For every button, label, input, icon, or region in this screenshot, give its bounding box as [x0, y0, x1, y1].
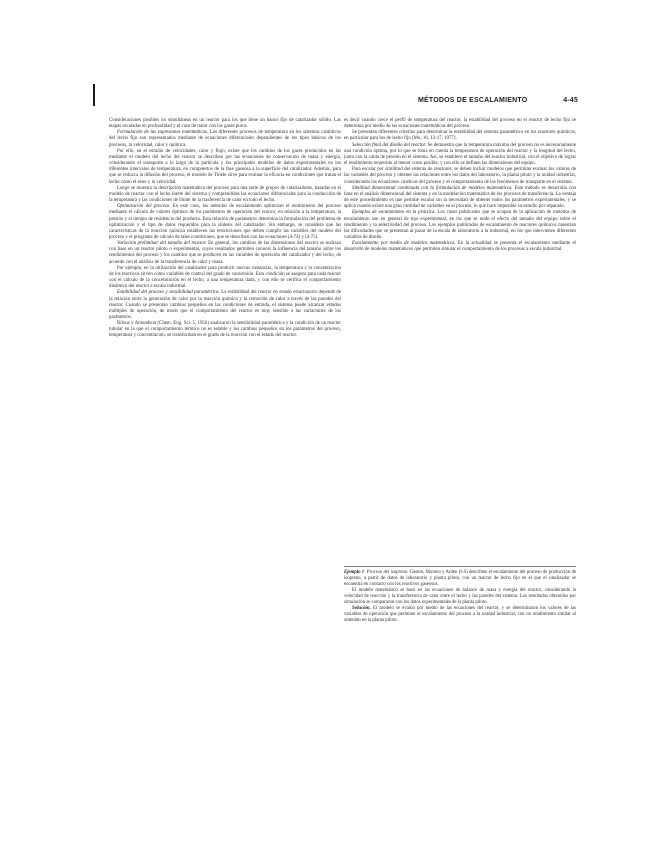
example-box [344, 566, 576, 624]
example-title: Proceso del isopreno. [366, 570, 409, 575]
paragraph [109, 290, 341, 321]
section-lead: Optimización del proceso. [117, 204, 173, 210]
paragraph [344, 118, 576, 130]
paragraph-text: es decir cuando crece el perfil de temperatura del reactor, la estabilidad del proceso en el reactor de lecho fijo se determina por medio de las ecuaciones matemáticas del proceso. [344, 118, 576, 130]
paragraph-text: Por ello, en el estudio de velocidades, calor y flujo, existe que los cambios de los gases producidos en las mediante el modelo del lecho del reactor se describen por las ecuaciones de conservación de masa y energía, considerando el transporte a lo largo de la partícula y los principales modelos de datos experimentales en los diferentes intervalos de temperatura, en compuestos de la fase gaseosa a la superficie del catalizador. Además, para que se reduzca la difusión del proceso, el modelo de Thiele sirve para evaluar la eficacia en condiciones que tratan el lecho como el seno y la velocidad. [109, 148, 341, 185]
left-column [109, 118, 341, 768]
running-head-title: MÉTODOS DE ESCALAMIENTO [418, 97, 528, 104]
paragraph [109, 149, 341, 186]
paragraph [109, 118, 341, 130]
section-lead: Formulación de las expresiones matemáticas. [117, 130, 210, 136]
paragraph [109, 204, 341, 241]
section-lead: Similitud dimensional combinada con la formulación de modelos matemáticos. [352, 185, 515, 191]
paragraph-text: En la actualidad se presenta el escalamiento mediante el desarrollo de modelos matemáticos que permiten simular el comportamiento de los procesos a escala industrial. [344, 241, 576, 253]
paragraph-text: En este caso, los métodos de escalamiento optimizan el rendimiento del proceso mediante el cálculo de valores óptimos de los parámetros de operación del reactor, en relación a la temperatura, la presión y el tiempo de residencia del producto. Esta relación de parámetros determina la formulación del problema de optimización y el tipo de datos requeridos para la síntesis del catalizador. Sin embargo, se considera que las características de la reacción química establecen las restricciones que deben cumplir las variables del modelo del proceso y el programa de cálculo de tales condiciones, que se describen con las ecuaciones (4-74) y (4-75). [109, 204, 341, 240]
paragraph-text: Luego se muestra la descripción matemática del proceso para una serie de grupos de catalizadores, basadas en el modelo de reactor con el lecho inerte del sistema y comprendidas las ecuaciones diferenciales para la conducción de la temperatura y las condiciones de límite de la trasferencia de calor en todo el lecho. [109, 185, 341, 204]
example-paragraph: Gaston, Moreno y Arden (I-S) describen el escalamiento del proceso de producción de isopreno, a partir de datos de laboratorio y planta piloto, con un reactor de lecho fijo en el que el catalizador se encuentra en contacto con los reactivos gaseosos. [344, 570, 576, 588]
paragraph-text: Se demuestra que la temperatura máxima del proceso no es necesariamente una condición óptima, por lo que se toma en cuenta la temperatura de operación del reactor y la longitud del lecho, junto con la caída de presión en el sistema. Así, se establece el tamaño del reactor industrial, con el objetivo de lograr el rendimiento requerido al menor costo posible, y con ello se definen las dimensiones del equipo. [344, 142, 577, 167]
paragraph-text: Consideraciones posibles no simultáneas en un reactor para los que tiene un banco fijo de catalizador sólido. Las etapas escaladas en profundidad y el caso de tratar con los gases puros. [109, 118, 341, 130]
paragraph-text: Se presentan diferentes criterios para determinar la estabilidad del sistema paramétrico en los reactores químicos, en particular para los de lecho fijo (Mo, 16, 13-17, 1977). [344, 130, 576, 142]
solution-text: El modelo se evaluó por medio de las ecuaciones del reactor, y se determinaron los valores de las variables de operación que permiten el escalamiento del proceso a la unidad industrial, con un rendimiento similar al obtenido en la planta piloto. [344, 606, 576, 624]
paragraph-text: La estabilidad del reactor en estado estacionario depende de la relación entre la generación de calor por la reacción química y la remoción de calor a través de las paredes del reactor. Cuando se presentan cambios pequeños en las condiciones de entrada, el sistema puede alcanzar estados múltiples de operación, de modo que el comportamiento del reactor es muy sensible a las variaciones de los parámetros. [109, 290, 341, 320]
section-lead: Escalamiento por medio de modelos matemáticos. [352, 241, 458, 247]
paragraph [109, 321, 341, 339]
example-paragraph: El modelo matemático se basó en las ecuaciones de balance de masa y energía del reactor, considerando la velocidad de reacción y la transferencia de calor entre el lecho y las paredes del sistema. Los resultados obtenidos por simulación se compararon con los datos experimentales de la planta piloto. [344, 588, 576, 606]
section-lead: Selección final del diseño del reactor. [352, 142, 428, 148]
margin-rule [93, 84, 95, 106]
example-solution [344, 606, 576, 624]
paragraph [344, 210, 576, 241]
paragraph-text: Este método se desarrolla con base en el análisis dimensional del sistema y en la modelación matemática de los procesos de transferencia. La ventaja de este procedimiento es que permite escalar sin la necesidad de obtener todos los parámetros experimentales, y se aplica cuando existe una gran cantidad de variables en el proceso, lo que hace imposible su estudio por separado. [344, 185, 576, 210]
paragraph-text: Los casos publicados que se ocupan de la aplicación de métodos de escalamiento son en general de tipo experimental, en los que se mide el efecto del tamaño del equipo sobre el rendimiento y la selectividad del proceso. Los ejemplos publicados de escalamiento de reactores químicos muestran las dificultades que se presentan al pasar de la escala de laboratorio a la industrial, en los que intervienen diferentes variables de diseño. [344, 210, 576, 240]
paragraph [344, 143, 576, 168]
example-first-paragraph [344, 570, 576, 588]
paragraph [344, 186, 576, 211]
section-lead: Estabilidad del proceso y sensibilidad paramétrica. [117, 290, 222, 296]
example-label: Ejemplo 1 [344, 570, 365, 575]
paragraph [109, 241, 341, 266]
page-number: 4-45 [563, 97, 578, 104]
paragraph [109, 130, 341, 148]
paragraph-text: Por ejemplo, en la utilización del catalizador para producir nuevas sustancias, la temperatura y la concentración de los reactivos sirven como variables de control del grado de conversión. Esta condición se asegura para cada reactor con el cálculo de la concentración en el lecho, a una temperatura dada, y con ello se verifica el comportamiento dinámico del reactor a escala industrial. [109, 265, 341, 290]
paragraph-text: Para escalar por similitud del sistema de reactores, se deben incluir modelos que permitan evaluar los valores de las variables del proceso y obtener las relaciones entre los datos del laboratorio, la planta piloto y la unidad industrial, considerando las ecuaciones cinéticas del proceso y el comportamiento de los fenómenos de transporte en el sistema. [344, 167, 576, 185]
section-lead: Variación preliminar del tamaño del reactor. [117, 241, 209, 247]
section-lead: Ejemplos de escalamiento en la práctica. [352, 210, 438, 216]
solution-label: Solución. [352, 606, 371, 612]
paragraph [109, 186, 341, 204]
paragraph-text: Los diferentes procesos de temperatura en los sistemas catalíticos del lecho fijo son representados mediante de ecuaciones diferenciales dependientes de los tipos básicos de los procesos, la velocidad, calor y química. [109, 130, 341, 148]
right-column [344, 118, 576, 746]
paragraph [344, 241, 576, 253]
paragraph [109, 266, 341, 291]
paragraph [344, 130, 576, 142]
paragraph [344, 167, 576, 185]
paragraph-text: Bilous y Amundson (Chem. Eng. Sci. 5, 1956) analizaron la sensibilidad paramétrica y la condición de un reactor tubular en la que el comportamiento térmico no es estable y los cambios pequeños en los parámetros del proceso, temperatura y concentración, se transforman en el grado de la reacción con el estado del reactor. [109, 321, 341, 339]
paragraph-text: En general, los cambios de las dimensiones del reactor se realizan con base en un reactor piloto o experimental, cuyos resultados permiten conocer la influencia del tamaño sobre los rendimientos del proceso y los cambios que se producen en las variables de operación del catalizador y del lecho, de acuerdo con el análisis de la transferencia de calor y masa. [109, 241, 342, 265]
